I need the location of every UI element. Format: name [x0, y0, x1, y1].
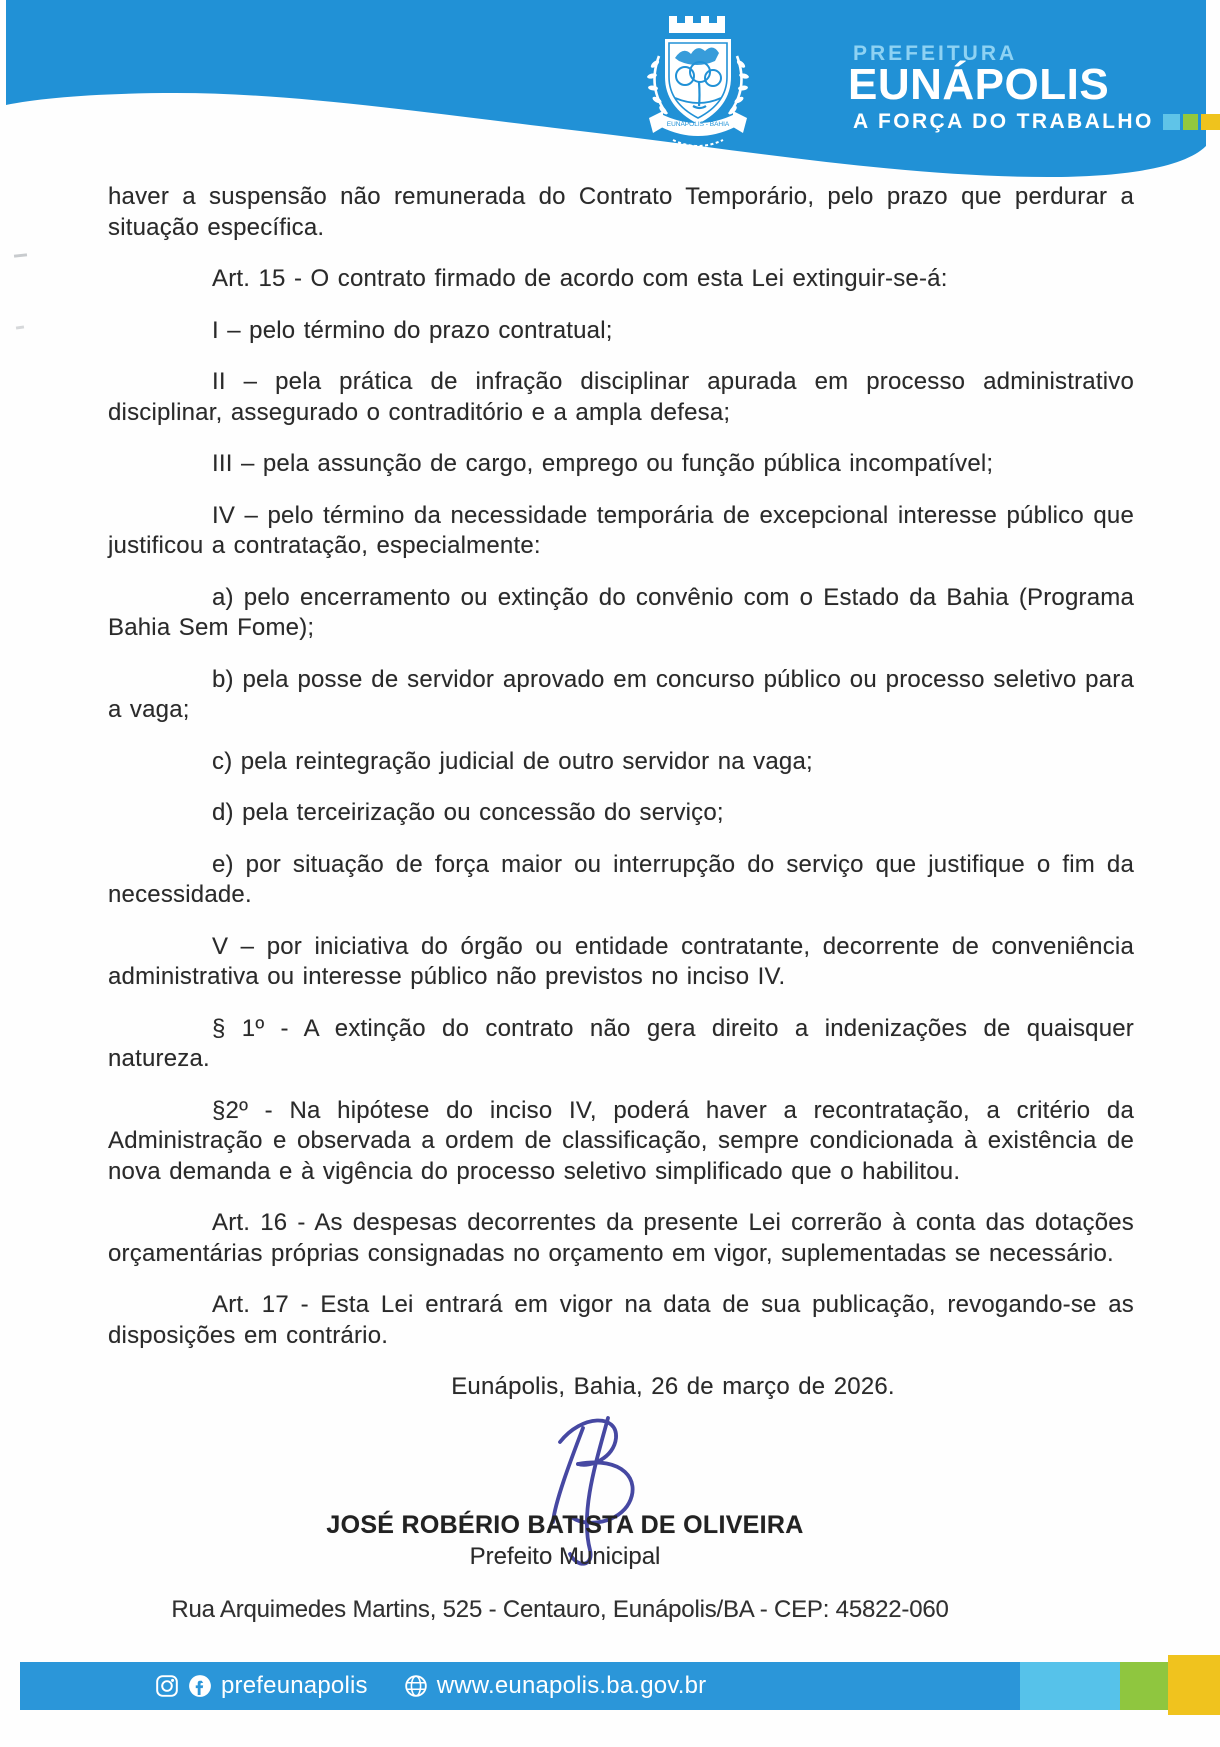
legal-paragraph-alinea-b: b) pela posse de servidor aprovado em concurso público ou processo seletivo para a vaga; [108, 665, 1134, 723]
legal-paragraph-alinea-c: c) pela reintegração judicial de outro servidor na vaga; [212, 747, 813, 775]
accent-green-square [1183, 114, 1198, 130]
footer-green-segment [1120, 1662, 1168, 1710]
signatory-name: JOSÉ ROBÉRIO BATISTA DE OLIVEIRA [326, 1511, 804, 1539]
globe-icon [404, 1674, 428, 1698]
accent-yellow-square [1201, 114, 1220, 130]
signatory-title: Prefeito Municipal [469, 1543, 661, 1570]
legal-paragraph-inciso-iii: III – pela assunção de cargo, emprego ou função pública incompatível; [212, 450, 994, 477]
legal-paragraph-par2: §2º - Na hipótese do inciso IV, poderá haver a recontratação, a critério da Administração e observada a ordem de classificação, sempre condicionada à existência de nova demanda e à vigência do processo seletivo simplificado que o habilitou. [108, 1096, 1134, 1185]
legal-paragraph-inciso-ii: II – pela prática de infração disciplinar apurada em processo administrativo disciplinar, assegurado o contraditório e a ampla defesa; [108, 368, 1134, 426]
accent-cyan-square [1163, 114, 1180, 130]
law-text-body [108, 182, 1134, 1424]
footer-cyan-segment [1020, 1662, 1120, 1710]
header-city-name: EUNÁPOLIS [848, 60, 1110, 109]
facebook-icon [188, 1674, 212, 1698]
scan-artifact [16, 325, 24, 329]
header-prefeitura-label: PREFEITURA [853, 42, 1018, 65]
legal-paragraph-par1: § 1º - A extinção do contrato não gera direito a indenizações de quaisquer natureza. [108, 1014, 1134, 1072]
scan-artifact [14, 253, 27, 257]
logo-ribbon-text: EUNÁPOLIS - BAHIA [666, 121, 730, 128]
eunapolis-coat-of-arms-icon [645, 14, 751, 154]
footer-yellow-segment [1168, 1655, 1220, 1715]
legal-paragraph: haver a suspensão não remunerada do Contrato Temporário, pelo prazo que perdurar a situação específica. [108, 183, 1134, 241]
legal-paragraph-alinea-a: a) pelo encerramento ou extinção do convênio com o Estado da Bahia (Programa Bahia Sem Fome); [108, 583, 1134, 641]
legal-paragraph-alinea-d: d) pela terceirização ou concessão do serviço; [212, 799, 724, 826]
legal-paragraph-alinea-e: e) por situação de força maior ou interrupção do serviço que justifique o fim da necessidade. [108, 850, 1134, 908]
social-handle-text: prefeunapolis [221, 1672, 368, 1699]
header-band [0, 0, 1220, 200]
legal-paragraph-inciso-iv: IV – pelo término da necessidade temporária de excepcional interesse público que justificou a contratação, especialmente: [108, 501, 1134, 559]
header-tagline: A FORÇA DO TRABALHO [853, 110, 1154, 133]
legal-paragraph-art17: Art. 17 - Esta Lei entrará em vigor na data de sua publicação, revogando-se as disposições em contrário. [108, 1291, 1134, 1349]
legal-paragraph-inciso-i: I – pelo término do prazo contratual; [212, 316, 613, 344]
website-text: www.eunapolis.ba.gov.br [436, 1672, 707, 1699]
legal-paragraph-art15: Art. 15 - O contrato firmado de acordo com esta Lei extinguir-se-á: [212, 265, 948, 292]
footer-social-bar [20, 1662, 1220, 1710]
instagram-icon [155, 1674, 179, 1698]
dateline: Eunápolis, Bahia, 26 de março de 2026. [451, 1373, 895, 1400]
address-line: Rua Arquimedes Martins, 525 - Centauro, Eunápolis/BA - CEP: 45822-060 [171, 1596, 949, 1623]
legal-paragraph-inciso-v: V – por iniciativa do órgão ou entidade contratante, decorrente de conveniência administrativa ou interesse público não previstos no inciso IV. [108, 932, 1134, 990]
legal-paragraph-art16: Art. 16 - As despesas decorrentes da presente Lei correrão à conta das dotações orçamentárias próprias consignadas no orçamento em vigor, suplementadas se necessário. [108, 1209, 1134, 1267]
